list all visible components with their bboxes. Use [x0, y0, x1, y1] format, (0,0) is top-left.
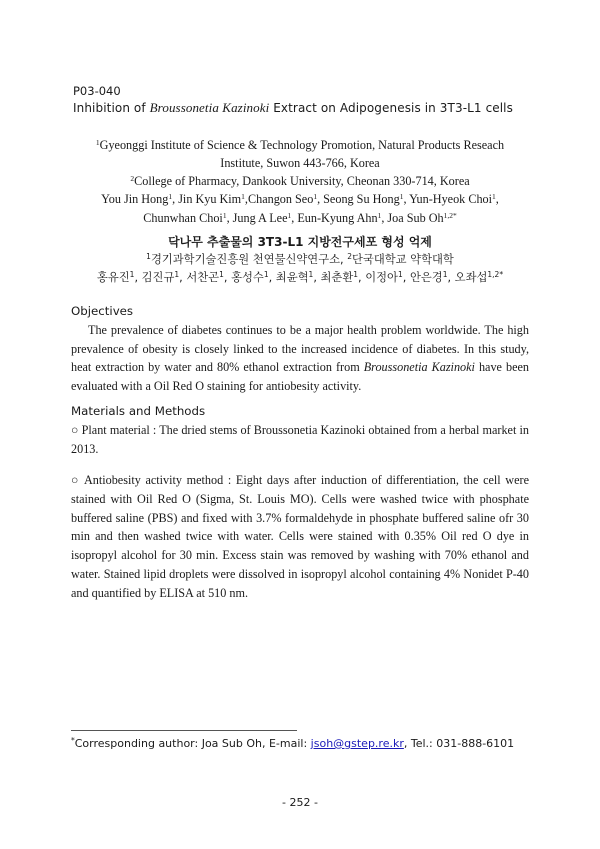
korean-title: 닥나무 추출물의 3T3-L1 지방전구세포 형성 억제	[168, 235, 432, 249]
author: 오좌섭$^{1,2*}$	[454, 270, 504, 284]
objectives-section	[71, 302, 529, 396]
author: Chunwhan Choi$^1$,	[143, 210, 233, 225]
korean-affiliations: $^1$경기과학기술진흥원 천연물신약연구소, $^2$단국대학교 약학대학	[146, 252, 454, 266]
author: Seong Su Hong$^1$,	[323, 192, 410, 206]
methods-heading: Materials and Methods	[71, 404, 206, 418]
author: Joa Sub $Oh^{1,2*}$	[387, 210, 457, 225]
author: Yun-Hyeok Choi$^1$,	[409, 192, 499, 206]
email-link[interactable]: jsoh@gstep.re.kr	[310, 737, 404, 750]
author-list	[60, 190, 540, 227]
activity-method-paragraph: ○ Antiobesity activity method : Eight days after induction of differentiation, the cell were stained with Oil Red O (Sigma, St. Louis MO). Cells were washed twice with phosphate buffered saline (PBS) and fixed with 3.7% formaldehyde in phosphate buffered saline ofr 30 min and then washed twice with water. Cells were stained with 0.35% Oil red O dye in isopropyl alcohol for 30 min. Excess stain was removed by washing with 70% ethanol and water. Stained lipid droplets were dissolved in isopropyl alcohol containing 4% Nonidet P-40 and quantified by ELISA at 510 nm.	[71, 473, 529, 600]
korean-authors	[60, 269, 540, 287]
objectives-paragraph: The prevalence of diabetes continues to be a major health problem worldwide. The high prevalence of obesity is closely linked to the increased incidence of diabetes. In this study, heat extraction by water and 80% ethanol extraction from Broussonetia Kazinoki have been evaluated with a Oil Red O staining for antiobesity activity.	[71, 322, 529, 394]
aff1-sup: 1	[95, 138, 100, 147]
title-post: Extract on Adipogenesis in 3T3-L1 cells	[269, 101, 513, 115]
plant-material-paragraph: ○ Plant material : The dried stems of Broussonetia Kazinoki obtained from a herbal market in 2013.	[71, 422, 529, 456]
author: 홍유진$^1$,	[96, 270, 142, 284]
aff2-sup: 2	[130, 174, 135, 183]
affiliation-1	[60, 136, 540, 172]
methods-section	[71, 402, 529, 458]
author: Changon Seo$^1$,	[247, 192, 324, 206]
author: 이정아$^1$,	[365, 270, 410, 284]
title-pre: Inhibition of	[73, 101, 150, 115]
author: 김진규$^1$,	[141, 270, 187, 284]
page-number: - 252 -	[282, 796, 318, 809]
author: 최윤혁$^1$,	[275, 270, 321, 284]
author: 서찬곤$^1$,	[186, 270, 232, 284]
title-species: Broussonetia Kazinoki	[149, 100, 270, 115]
author: You Jin Hong$^1$,	[101, 192, 179, 206]
author: 홍성수$^1$,	[231, 270, 276, 284]
objectives-heading: Objectives	[71, 304, 134, 318]
aff1-line1: Gyeonggi Institute of Science & Technology Promotion, Natural Products Reseach	[99, 138, 505, 152]
author: Eun-Kyung Ahn$^1$,	[297, 210, 388, 225]
author: Jung A Lee$^1$,	[232, 210, 298, 225]
objectives-species: Broussonetia Kazinoki	[363, 360, 475, 375]
abstract-title	[73, 100, 540, 116]
abstract-code: P03-040	[73, 84, 121, 98]
activity-method-section	[71, 471, 529, 603]
bullet-icon: ○	[71, 473, 80, 487]
affiliation-2	[60, 172, 540, 190]
author: 최춘환$^1$,	[320, 270, 366, 284]
author: 안은경$^1$,	[409, 270, 455, 284]
bullet-icon: ○	[71, 422, 79, 437]
footnote-divider	[71, 730, 297, 731]
aff2-line: College of Pharmacy, Dankook University, Cheonan 330-714, Korea	[134, 174, 470, 188]
corresponding-author-footnote: *Corresponding author: Joa Sub Oh, E-mail: jsoh@gstep.re.kr, Tel.: 031-888-6101	[71, 736, 515, 750]
author: Jin Kyu Kim$^1$,	[178, 192, 248, 206]
aff1-line2: Institute, Suwon 443-766, Korea	[220, 156, 380, 170]
